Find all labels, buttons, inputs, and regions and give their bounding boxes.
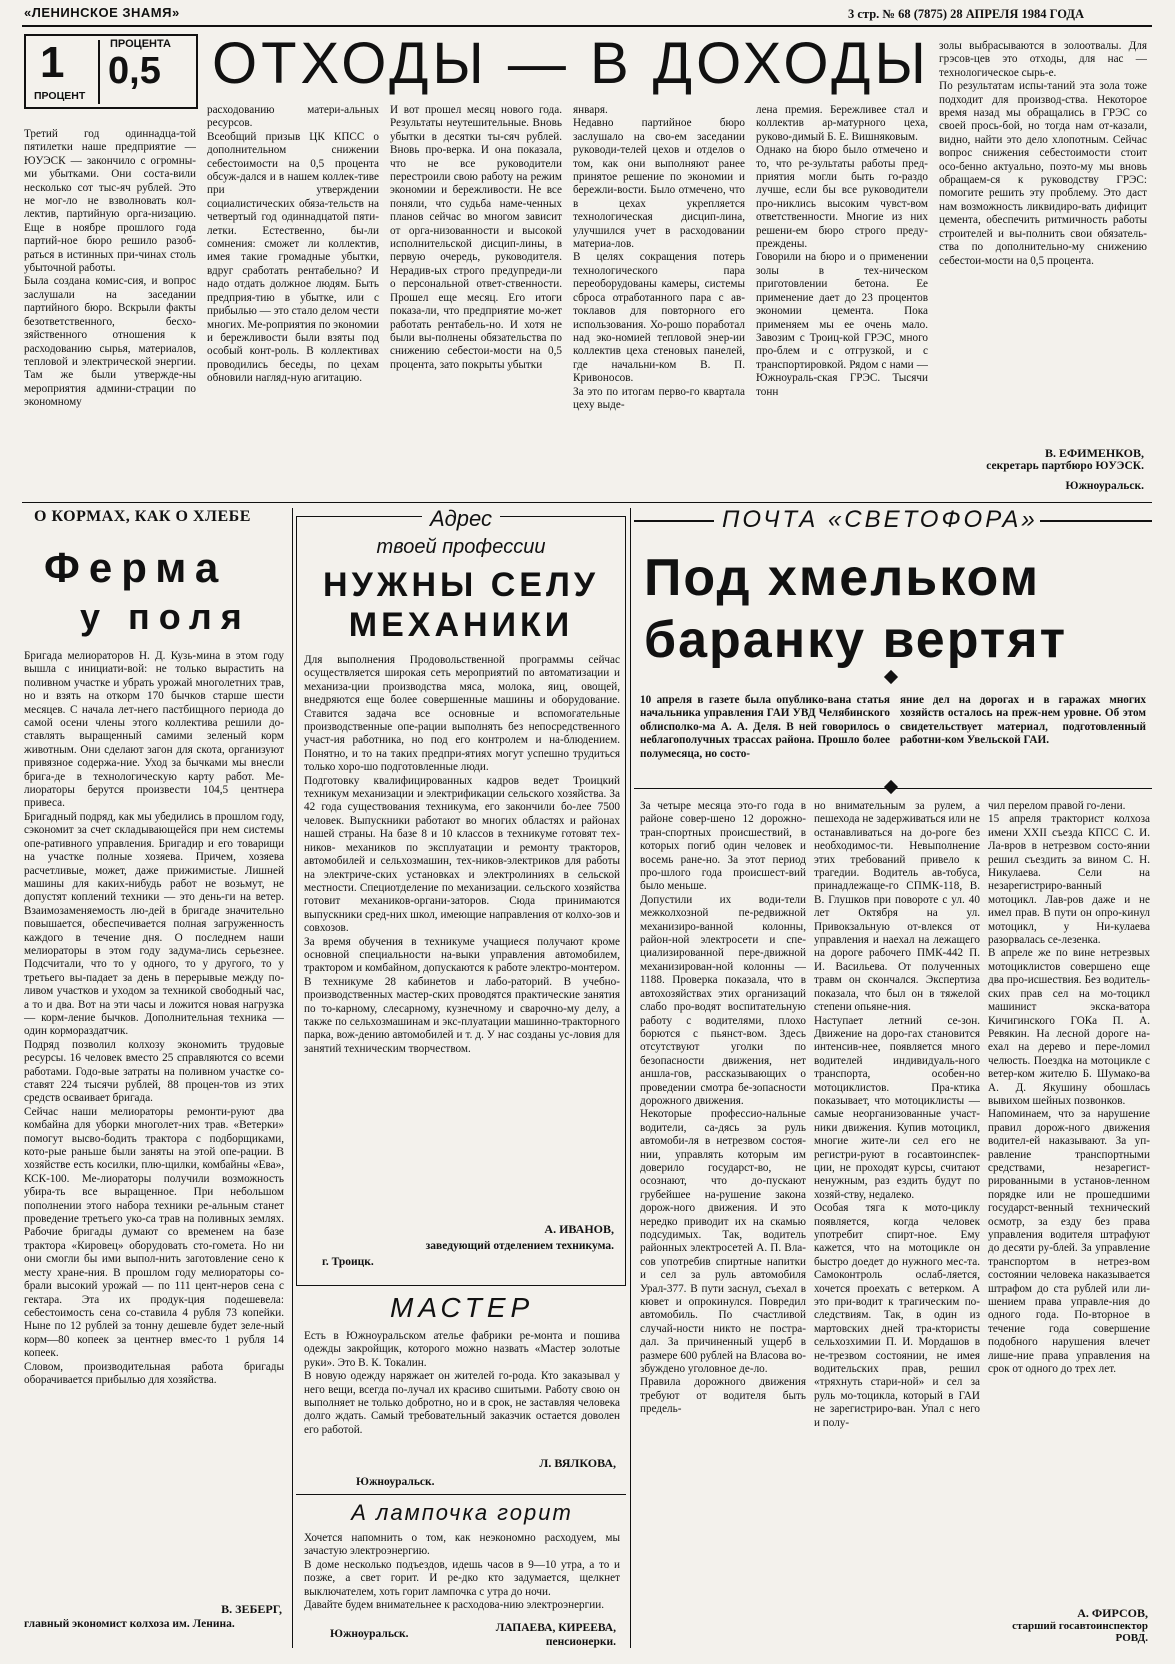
top-col-4: января. Недавно партийное бюро заслушало на сво-ем заседании руководи-телей цехов и отделов о том, как они выполняют ранее принятое решение по экономии и бережли-вости. Было отмечено, что в цехах укрепляется технологическая дисцип-лина, улучшился учет в расходовании материа-лов. В целях сокращения потерь технологического пара переоборудованы камеры, системы сброса отработанного пара с ав-токлавов для повторного его использования. Хо-рошо поработал над эко-номией тепловой энер-ии коллектив цеха стеновых панелей, где начальни-ком В. П. Кривоносов. За это по итогам перво-го квартала цеху выде- (573, 104, 745, 411)
top-headline: ОТХОДЫ — В ДОХОДЫ (212, 31, 930, 96)
mech-kicker-sub: твоей профессии (376, 536, 546, 558)
gai-col-2: но внимательным за рулем, а пешехода не задерживаться или не останавливаться на до-роге без необходимос-ти. Невыполнение этих требований привело к трагедии. Водитель ав-тобуса, принадлежаще-го СПМК-118, В. В. Глушков при повороте с ул. 40 лет Октября на ул. Привокзальную от-влекся от управления и наехал на лежащего на дороге рабочего ПМК-442 П. И. Васильева. От полученных травм он скончался. Экспертиза показала, что был он в тяжелой степени опьяне-ния. Наступает летний се-зон. Движение на доро-гах становится интенсив-нее, появляется много водителей индивидуаль-ного транспорта, особен-но мотоциклистов. Пра-ктика показывает, что мотоциклисты — самые неорганизованные участ-ники движения. Купив мотоцикл, многие жите-ли сел его не регистри-руют в госавтоинспек-ции, не проходят курсы, считают ненужным, раз ездить будут по хозяй-ству, недалеко. Особая тяга к мото-циклу появляется, когда человек употребит спирт-ное. Ему кажется, что на мотоцикле он быстро доедет до нужного мес-та. Самоконтроль ослаб-ляется, хочется проехать с ветерком. А это при-водит к трагическим по-следствиям. Так, в один из мартовских дней тра-ктористы сельхозхимии П. И. Мордашов в не-трезвом состоянии, не имея водительских прав, решил «тряхнуть стари-ной» и сел за руль мо-тоцикла, который в ГАИ не зарегистриро-ван. Упал с него и полу- (814, 800, 980, 1429)
mech-signature-role: заведующий отделением техникума. (425, 1240, 614, 1252)
top-signature-role: секретарь партбюро ЮУЭСК. (986, 460, 1144, 472)
gai-title-line2: баранку вертят (644, 611, 1068, 669)
gai-signature-role: старший госавтоинспектор РОВД. (1012, 1620, 1148, 1644)
gai-lead-right: яние дел на дорогах и в гаражах многих хозяйств осталось на преж-нем уровне. Об этом свидетельствует материал, подготовленный работни-ком Увельской ГАИ. (900, 694, 1146, 747)
mech-kicker-word: Адрес (422, 506, 500, 531)
farm-signature-role: главный экономист колхоза им. Ленина. (24, 1618, 235, 1630)
gai-col-3: чил перелом правой го-лени. 15 апреля тракторист колхоза имени XXII съезда КПСС С. И. Ла-вров в нетрезвом состо-янии решил съездить за вином С. Н. Никулаева. Сели на незарегистриро-ванный мотоцикл. Лав-ров даже и не имел прав. В пути он опро-кинул мотоцикл, у Ни-кулаева разорвалась се-лезенка. В апреле же по вине нетрезвых мотоциклистов совершено еще два про-исшествия. Без водитель-ских прав сел на мо-тоцикл машинист экска-ватора Кичигинского ГОКа П. А. Ревякин. На лесной дороге на-ехал на дерево и пере-ломил челюсть. Поездка на мотоцикле с ветер-ком жителю Б. Шумако-ва А. Д. Якушину обошлась вывихом шейных позвонков. Напоминаем, что за нарушение правил дорож-ного движения водител-ей наказывают. За уп-равление транспортными средствами, незарегист-рированными в установ-ленном порядке или не прошедшими государст-венный технический осмотр, за езду без права управления водителя штрафуют до десяти ру-блей. За управление транспортом в нетрез-вом состоянии человека наказывается штрафом до ста рублей или ли-шением права управле-ния до одного года. По-вторное в течение года совершение подобного нарушения влечет лише-ние права управления на срок от одного до трех лет. (988, 800, 1150, 1376)
lamp-body: Хочется напомнить о том, как неэкономно расходуем, мы зачастую электроэнергию. В доме несколько подъездов, идешь часов в 9—10 утра, а то и позже, а свет горит. И ре-дко кто задумается, щелкнет выключателем, хоть горит лампочка с утра до ночи. Давайте будем внимательнее к расходова-нию электроэнергии. (304, 1532, 620, 1612)
farm-rubric: О КОРМАХ, КАК О ХЛЕБЕ (34, 508, 251, 525)
lamp-signature-name: ЛАПАЕВА, КИРЕЕВА, (495, 1622, 616, 1634)
top-col-3: И вот прошел месяц нового года. Результаты неутешительные. Вновь убытки в десятки ты-сяч рублей. Вновь про-верка. И она показала, что не все руководители перестроили свою работу на режим экономии и бережливости. Не все поняли, что судьба наме-ченных планов сейчас во многом зависит от орга-низованности и высокой исполнительской дисцип-лины, в первую очередь, руководителя. Нерадив-ых строго предупреди-ли о персональной ответ-ственности. Прошел еще месяц. Его итоги показа-ли, что предприятие мо-жет работать рентабель-но. И хотя не были вы-полнены обязательства по снижению себестои-мости на 0,5 процента, зато покрыты убытки (390, 104, 562, 371)
farm-signature-name: В. ЗЕБЕРГ, (221, 1602, 282, 1616)
mech-title-line2: МЕХАНИКИ (348, 606, 574, 644)
top-col-5: лена премия. Бережливее стал и коллектив ар-матурного цеха, руково-димый Б. Е. Вишняковым. Однако на бюро было отмечено и то, что ре-зультаты работы пред-приятия могли быть го-раздо лучше, если бы все руководители про-никлись высоким чувст-вом ответственности. Многие из них решени-ем бюро строго преду-преждены. Говорили на бюро и о применении золы в тех-ническом приготовлении бетона. Ее применение дает до 23 процентов экономии цемента. Пока применяем мы ее очень мало. Завозим с Троиц-кой ГРЭС, много про-блем и с отгрузкой, и с транспортировкой. Рядом с нами — Южноураль-ская ГРЭС. Тысячи тонн (756, 104, 928, 398)
master-signature-name: Л. ВЯЛКОВА, (539, 1456, 616, 1470)
master-title: МАСТЕР (390, 1292, 535, 1323)
masthead-rule (22, 25, 1152, 27)
gai-rubric: ПОЧТА «СВЕТОФОРА» (722, 506, 1038, 533)
master-signature-place: Южноуральск. (356, 1476, 435, 1488)
top-bottom-rule (22, 502, 1152, 503)
issue-line: 3 стр. № 68 (7875) 28 АПРЕЛЯ 1984 ГОДА (848, 7, 1085, 21)
badge-right-word: ПРОЦЕНТА (110, 38, 171, 50)
master-body: Есть в Южноуральском ателье фабрики ре-монта и пошива одежды закройщик, которого можно назвать «Мастер золотые руки». Это В. К. Токалин. В новую одежду наряжает он жителей го-рода. Кто заказывал у него вещи, всегда по-лучал их красиво сшитыми. Работу свою он выполняет не только добротно, но и в срок, не заставляя человека долго ждать. Самый требовательный заказчик остается доволен его работой. (304, 1330, 620, 1436)
mech-kicker (296, 506, 626, 532)
top-col-2: расходованию матери-альных ресурсов. Всеобщий призыв ЦК КПСС о дополнительном снижении себестоимости на 0,5 процента обсуж-дался и в нашем коллек-тиве при утверждении социалистических обяза-тельств на четвертый год одиннадцатой пяти-летки. Естественно, бы-ли сомнения: сможет ли коллектив, имея такие громадные убытки, вдруг сработать рентабельно? И надо отдать должное людям. Быть предприя-тию в убытке, или с прибылью — это стало делом чести многих. Ме-роприятия по экономии и бережливости были взяты под особый конт-роль. В коллективах проводились беседы, по цехам обновили нагляд-ную агитацию. (207, 104, 379, 385)
percent-badge (24, 34, 198, 109)
gai-rubric-rule-right (1040, 520, 1152, 522)
top-signature-place: Южноуральск. (1065, 480, 1144, 492)
lamp-signature-role: пенсионерки. (545, 1636, 616, 1648)
badge-left-number: 1 (40, 38, 65, 87)
badge-right-number: 0,5 (108, 50, 161, 92)
lamp-signature-place: Южноуральск. (330, 1628, 409, 1640)
farm-body: Бригада мелиораторов Н. Д. Кузь-мина в этом году вышла с инициати-вой: не только вырастить на поливном участке и убрать урожай многолетних трав, но и взять на откорм 170 бычков старше шести месяцев. С начала лет-него пастбищного периода до самой осени члены этого коллектива решили до-ставлять выращенный самими зеленый корм животным. Они сделают загон для скота, организуют привязное содержа-ние. Уход за бычками мы внесли брига-де в технологическую карту работ. Ме-лиораторы берутся произвести 104,5 центнера привеса. Бригадный подряд, как мы убедились в прошлом году, сэкономит за счет складывающейся при нем системы опе-ративного управления. Бригадир и его товарищи на участке полные хозяева. Причем, хозяева расчетливые, может, даже прижимистые. Лишней машины для каких-нибудь работ не возьмут, не допустят коплений техники — это день-ги на ветер. Взаимозаменяемость лю-дей в бригаде значительно повышается, обеспечивается полная загруженность каждого в течение дня. О последнем наши мелиораторы в этом году задума-лись серьезнее. Подсчитали, что то у одного, то у другого, то у третьего вы-падает за день в перерывые между по-ливом участков и уходом за техникой свободный час, а то и два. Вот на эти часы и ложится новая нагрузка— корм-ление бычков. Дополнительная техника — один кормораздатчик. Подряд позволил колхозу экономить трудовые ресурсы. 16 человек вместо 25 справляются со всеми работами. Годо-вые затраты на поливном участке со-ставят 224 тысячи рублей, 88 процен-тов из этих средств осваивает бригада. Сейчас наши мелиораторы ремонти-руют два комбайна для уборки многолет-них трав. «Ветерки» помогут высво-бодить трактора с подборщиками, кото-рые раньше были заняты на этой опе-рации. В хозяйстве есть косилки, плю-щилки, комбайны «Ева», КСК-100. Ме-лиораторы получили возможность убира-ть все выращенное. При небольшом пополнении этого набора техники ре-альным станет проведение третьего уко-са трав на поливных землях. Рабочие бригады думают со временем на базе трактора «Кировец» оборудовать сто-гомета. Но ни они смогли бы ими выпол-нить заготовление сено к месту хране-ния. В прошлом году мелиораторы со-брали высокий урожай — по 111 цент-неров сена с гектара. Эта их продук-ция подешевела: себестоимость сена со-ставила 4 рубля 73 копейки. Ныне по 12 рублей за тонну дешевле будет зеле-ный корм—80 копеек за центнер вмес-то 1 рубля 14 копеек. Словом, производительная работа бригады оборачивается прибылью для хозяйства. (24, 650, 284, 1386)
farm-title-line2: у поля (80, 596, 251, 637)
top-col-6: золы выбрасываются в золоотвалы. Для грэсов-цев это отходы, для нас — технологическое сырь-е. По результатам испы-таний эта зола тоже подходит для производ-ства. Некоторое время назад мы обращались в ГРЭС со своей прось-бой, но тогда нам от-казали, видно, найти это дело хлопотным. Сейчас вопрос снижения себестоимости стоит осо-бенно актуально, поэто-му мы вновь обращаем-ся к руководству ГРЭС: помогите решить эту проблему. Это даст нам возможность ликвидиро-вать дифицит цемента, обеспечить ритмичность работы строителей и вы-полнить свои обязатель-ства по дополнительно-му снижению себестои-мости на 0,5 процента. (939, 40, 1147, 267)
gai-diamond-top (884, 670, 898, 684)
farm-mech-divider (292, 508, 293, 1648)
gai-title-line1: Под хмельком (644, 549, 1041, 607)
gai-col-1: За четыре месяца это-го года в районе совер-шено 12 дорожно-тран-спортных происшествий, в которых погиб один человек и восемь ране-но. За этот период про-шлого года происшест-вий было меньше. Допустили их води-тели межколхозной пе-редвижной механизиро-ванной колонны, район-ной электросети и спе-циализированной пере-движной механизирован-ной колонны — 1188. Проверка показала, что в автохозяйствах этих организаций слабо про-водят воспитательную работу с водителями, плохо борются с пьянст-вом. Здесь отсутствуют уголки по безопасности движения, нет аншла-гов, рассказывающих о проведении смотра бе-зопасности дорожного движения. Некоторые профессио-нальные водители, са-дясь за руль автомоби-ля в нетрезвом состоя-нии, управлять которым им доверило государст-во, не осознают, что до-пускают грубейшее на-рушение закона дорож-ного движения. И это нередко приводит их на скамью подсудимых. Так, водитель районных электросетей А. П. Вла-сов употребив спиртные напитки и сел за руль автомобиля Урал-377. В пути заснул, съехал в кювет и опрокинулся. Повредил автомобиль. По счастливой случай-ности никто не постра-дал. За причиненный ущерб в размере 600 рублей на Власова во-збуждено уголовное де-ло. Правила дорожного движения требуют от водителя быть предель- (640, 800, 806, 1416)
lamp-title: А лампочка горит (351, 1500, 573, 1525)
badge-divider (98, 40, 100, 104)
paper-name: «ЛЕНИНСКОЕ ЗНАМЯ» (24, 5, 180, 20)
mech-title-line1: НУЖНЫ СЕЛУ (323, 566, 599, 604)
farm-title-line1: Ферма (44, 544, 228, 591)
gai-lead-rule (634, 788, 1152, 789)
badge-left-word: ПРОЦЕНТ (34, 90, 86, 102)
mech-signature-name: А. ИВАНОВ, (544, 1222, 614, 1236)
mech-signature-place: г. Троицк. (322, 1256, 374, 1268)
gai-lead-left: 10 апреля в газете была опублико-вана статья начальника управления ГАИ УВД Челябинского облисполко-ма А. А. Деля. В ней говорилось о неблагополучных трассах района. Прошло более полумесяца, но состо- (640, 694, 890, 760)
top-col-1: Третий год одиннадца-той пятилетки наше предприятие — ЮУЭСК — закончило с огромны-ми убытками. Они соста-вили несколько сот тыс-яч рублей. Это не мог-ло не взволновать кол-лектив, партийную орга-низацию. Еще в ноябре прошлого года партий-ное бюро решило разоб-раться в истинных при-чинах столь убыточной работы. Была создана комис-сия, и вопрос заслушали на заседании партийного бюро. Вскрыли факты безответственного, бесхо-зяйственного отношения к расходованию сырья, материалов, тепловой и электрической энергии. Там же были утвержде-ны мероприятия админи-страции по экономному (24, 128, 196, 409)
gai-rubric-rule-left (634, 520, 714, 522)
gai-signature-name: А. ФИРСОВ, (1077, 1606, 1148, 1620)
mech-body: Для выполнения Продовольственной программы сейчас осуществляется широкая сеть мероприятий по автоматизации и механиза-ции производства мяса, молока, яиц, овощей, внедряются еще более совершенные машины и оборудование. Ставится задача все основные и вспомогательные производственные опе-рации выполнять без непосредственного участ-ия работника, но под его контролем и на-блюдением. Понятно, и то на таких предпри-ятиях могут успешно трудиться только хоро-шо подготовленные люди. Подготовку квалифицированных кадров ведет Троицкий техникум механизации и электрификации сельского хозяйства. За 42 года существования техникума, его закончили бо-лее 7500 человек. Выпускники работают во многих областях и районах нашей страны. На базе 8 и 10 классов в техникуме готовят тех-ников- механиков по эксплуатации и ремонту тракторов, автомобилей и сельхозмашин, тех-ников-электриков для работы на электриче-ских установках и электролиниях в сельской местности. Специотделение по механизации. сельского хозяйства готовит механиков-органи-заторов. Сюда принимаются выпускники сред-них школ, имеющие направления от колхо-зов и совхозов. За время обучения в техникуме учащиеся получают кроме основной специальности на-выки управления автомобилем, трактором и комбайном, допускаются к работе электро-монтером. В техникуме 28 кабинетов и лабо-раторий. В учебно-производственных мастер-ских проводятся практические занятия по то-карному, слесарному, кузнечному и сварочно-му делу, а также по сельхозмашинам и экс-плуатации машинно-тракторного парка, вож-дению автомобилей и т. д. У нас созданы ус-ловия для занятий техническим творчеством. (304, 654, 620, 1055)
master-lamp-rule (296, 1494, 626, 1495)
top-signature-name: В. ЕФИМЕНКОВ, (1044, 446, 1144, 460)
gai-diamond-bottom (884, 780, 898, 794)
mech-gai-divider (630, 508, 631, 1648)
